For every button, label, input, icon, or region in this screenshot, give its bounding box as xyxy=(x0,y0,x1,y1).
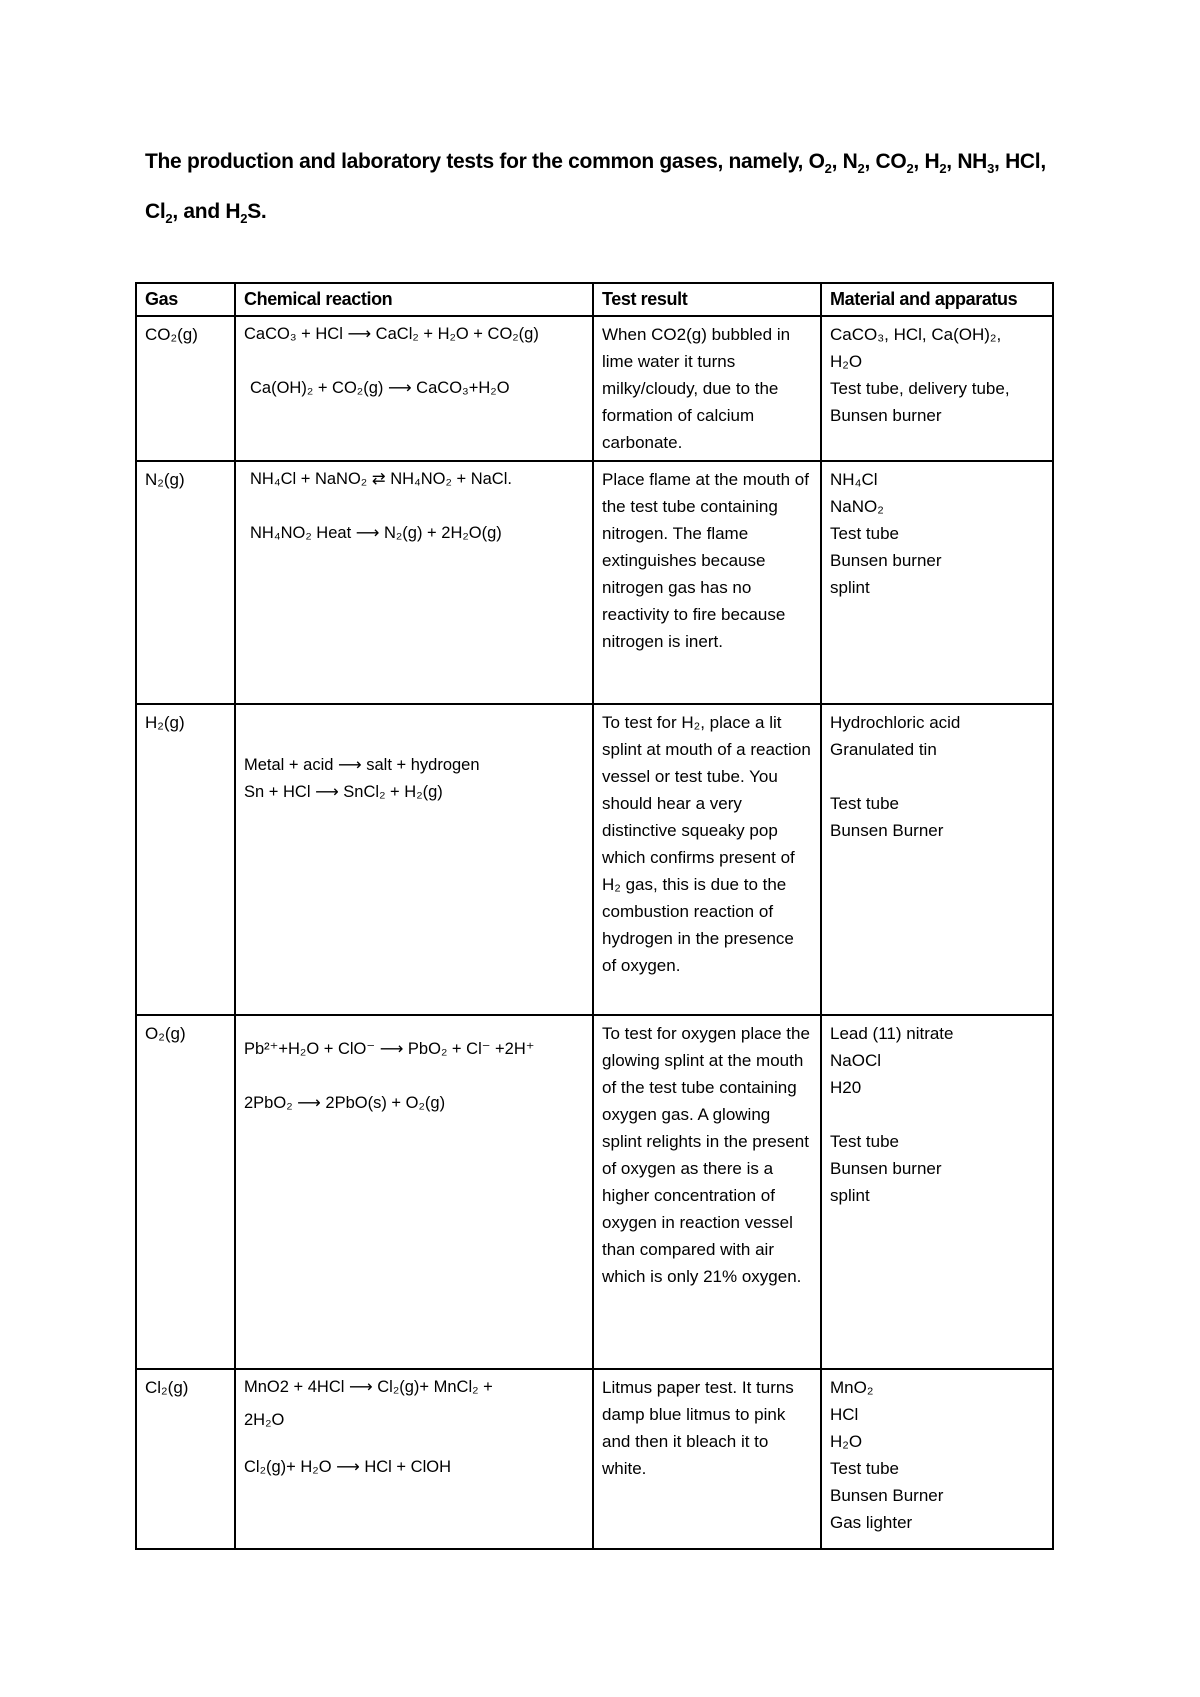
result-cell: Litmus paper test. It turns damp blue litmus to pink and then it bleach it to white. xyxy=(593,1369,821,1549)
reaction-cell xyxy=(235,1369,593,1549)
material-item: H20 xyxy=(830,1078,862,1097)
material-item: NaNO₂ xyxy=(830,497,884,516)
material-cell xyxy=(821,461,1053,704)
material-item: Gas lighter xyxy=(830,1513,913,1532)
reaction-cell xyxy=(235,461,593,704)
result-cell: When CO2(g) bubbled in lime water it turns milky/cloudy, due to the formation of calcium carbonate. xyxy=(593,316,821,461)
material-item: Test tube xyxy=(830,524,899,543)
table-row xyxy=(136,316,1053,461)
gas-tests-table xyxy=(135,282,1054,1550)
material-item: Bunsen burner xyxy=(830,551,942,570)
material-item: Granulated tin xyxy=(830,740,937,759)
material-item: Bunsen Burner xyxy=(830,821,944,840)
table-row xyxy=(136,1015,1053,1369)
header-gas: Gas xyxy=(136,283,235,316)
material-item: Bunsen Burner xyxy=(830,1486,944,1505)
reaction-cell xyxy=(235,316,593,461)
material-item: MnO₂ xyxy=(830,1378,874,1397)
material-cell xyxy=(821,316,1053,461)
material-cell xyxy=(821,704,1053,1015)
material-item: HCl xyxy=(830,1405,859,1424)
table-header-row xyxy=(136,283,1053,316)
reaction-equation: CaCO₃ + HCl ⟶ CaCl₂ + H₂O + CO₂(g) xyxy=(244,325,539,343)
reaction-equation: NH₄NO₂ Heat ⟶ N₂(g) + 2H₂O(g) xyxy=(250,524,502,542)
table-row xyxy=(136,1369,1053,1549)
result-cell: To test for oxygen place the glowing splint at the mouth of the test tube containing oxygen gas. A glowing splint relights in the present of oxygen as there is a higher concentration of oxygen in reaction vessel than compared with air which is only 21% oxygen. xyxy=(593,1015,821,1369)
reaction-equation: MnO2 + 4HCl ⟶ Cl₂(g)+ MnCl₂ + xyxy=(244,1378,493,1396)
table-row xyxy=(136,704,1053,1015)
gas-cell: Cl₂(g) xyxy=(136,1369,235,1549)
gas-cell: N₂(g) xyxy=(136,461,235,704)
reaction-equation: 2PbO₂ ⟶ 2PbO(s) + O₂(g) xyxy=(244,1094,446,1112)
material-item: Bunsen burner xyxy=(830,1159,942,1178)
header-chemical-reaction: Chemical reaction xyxy=(235,283,593,316)
result-cell: Place flame at the mouth of the test tube containing nitrogen. The flame extinguishes because nitrogen gas has no reactivity to fire because nitrogen is inert. xyxy=(593,461,821,704)
reaction-cell xyxy=(235,1015,593,1369)
material-item: Test tube, delivery tube, Bunsen burner xyxy=(830,379,1010,425)
material-item: H₂O xyxy=(830,1432,863,1451)
header-test-result: Test result xyxy=(593,283,821,316)
header-material-apparatus: Material and apparatus xyxy=(821,283,1053,316)
gas-cell: H₂(g) xyxy=(136,704,235,1015)
result-cell: To test for H₂, place a lit splint at mouth of a reaction vessel or test tube. You should hear a very distinctive squeaky pop which confirms present of H₂ gas, this is due to the combustion reaction of hydrogen in the presence of oxygen. xyxy=(593,704,821,1015)
material-item: splint xyxy=(830,578,870,597)
reaction-equation: 2H₂O xyxy=(244,1411,285,1429)
reaction-equation: Sn + HCl ⟶ SnCl₂ + H₂(g) xyxy=(244,783,443,801)
material-item: NaOCl xyxy=(830,1051,882,1070)
reaction-equation: NH₄Cl + NaNO₂ ⇄ NH₄NO₂ + NaCl. xyxy=(250,470,512,488)
material-item: splint xyxy=(830,1186,870,1205)
reaction-equation: Metal + acid ⟶ salt + hydrogen xyxy=(244,756,480,774)
material-item: Test tube xyxy=(830,794,899,813)
material-item: Test tube xyxy=(830,1459,899,1478)
material-item: Lead (11) nitrate xyxy=(830,1024,954,1043)
material-item: CaCO₃, HCl, Ca(OH)₂, xyxy=(830,325,1002,344)
material-item: Test tube xyxy=(830,1132,899,1151)
document-title: The production and laboratory tests for the common gases, namely, $O_2$, $N_2$, $CO_2$, $H_2$, $NH_3$, HCl, $Cl_2$, and $H_2S$. xyxy=(145,150,1046,227)
reaction-equation: Ca(OH)₂ + CO₂(g) ⟶ CaCO₃+H₂O xyxy=(250,379,510,397)
reaction-cell xyxy=(235,704,593,1015)
gas-cell: O₂(g) xyxy=(136,1015,235,1369)
gas-cell: CO₂(g) xyxy=(136,316,235,461)
reaction-equation: Pb²⁺+H₂O + ClO⁻ ⟶ PbO₂ + Cl⁻ +2H⁺ xyxy=(244,1040,535,1058)
reaction-equation: Cl₂(g)+ H₂O ⟶ HCl + ClOH xyxy=(244,1458,451,1476)
material-spacer xyxy=(830,763,1044,790)
material-item: NH₄Cl xyxy=(830,470,878,489)
material-cell xyxy=(821,1015,1053,1369)
material-item: Hydrochloric acid xyxy=(830,713,961,732)
table-row xyxy=(136,461,1053,704)
material-spacer xyxy=(830,1101,1044,1128)
material-cell xyxy=(821,1369,1053,1549)
material-item: H₂O xyxy=(830,352,863,371)
